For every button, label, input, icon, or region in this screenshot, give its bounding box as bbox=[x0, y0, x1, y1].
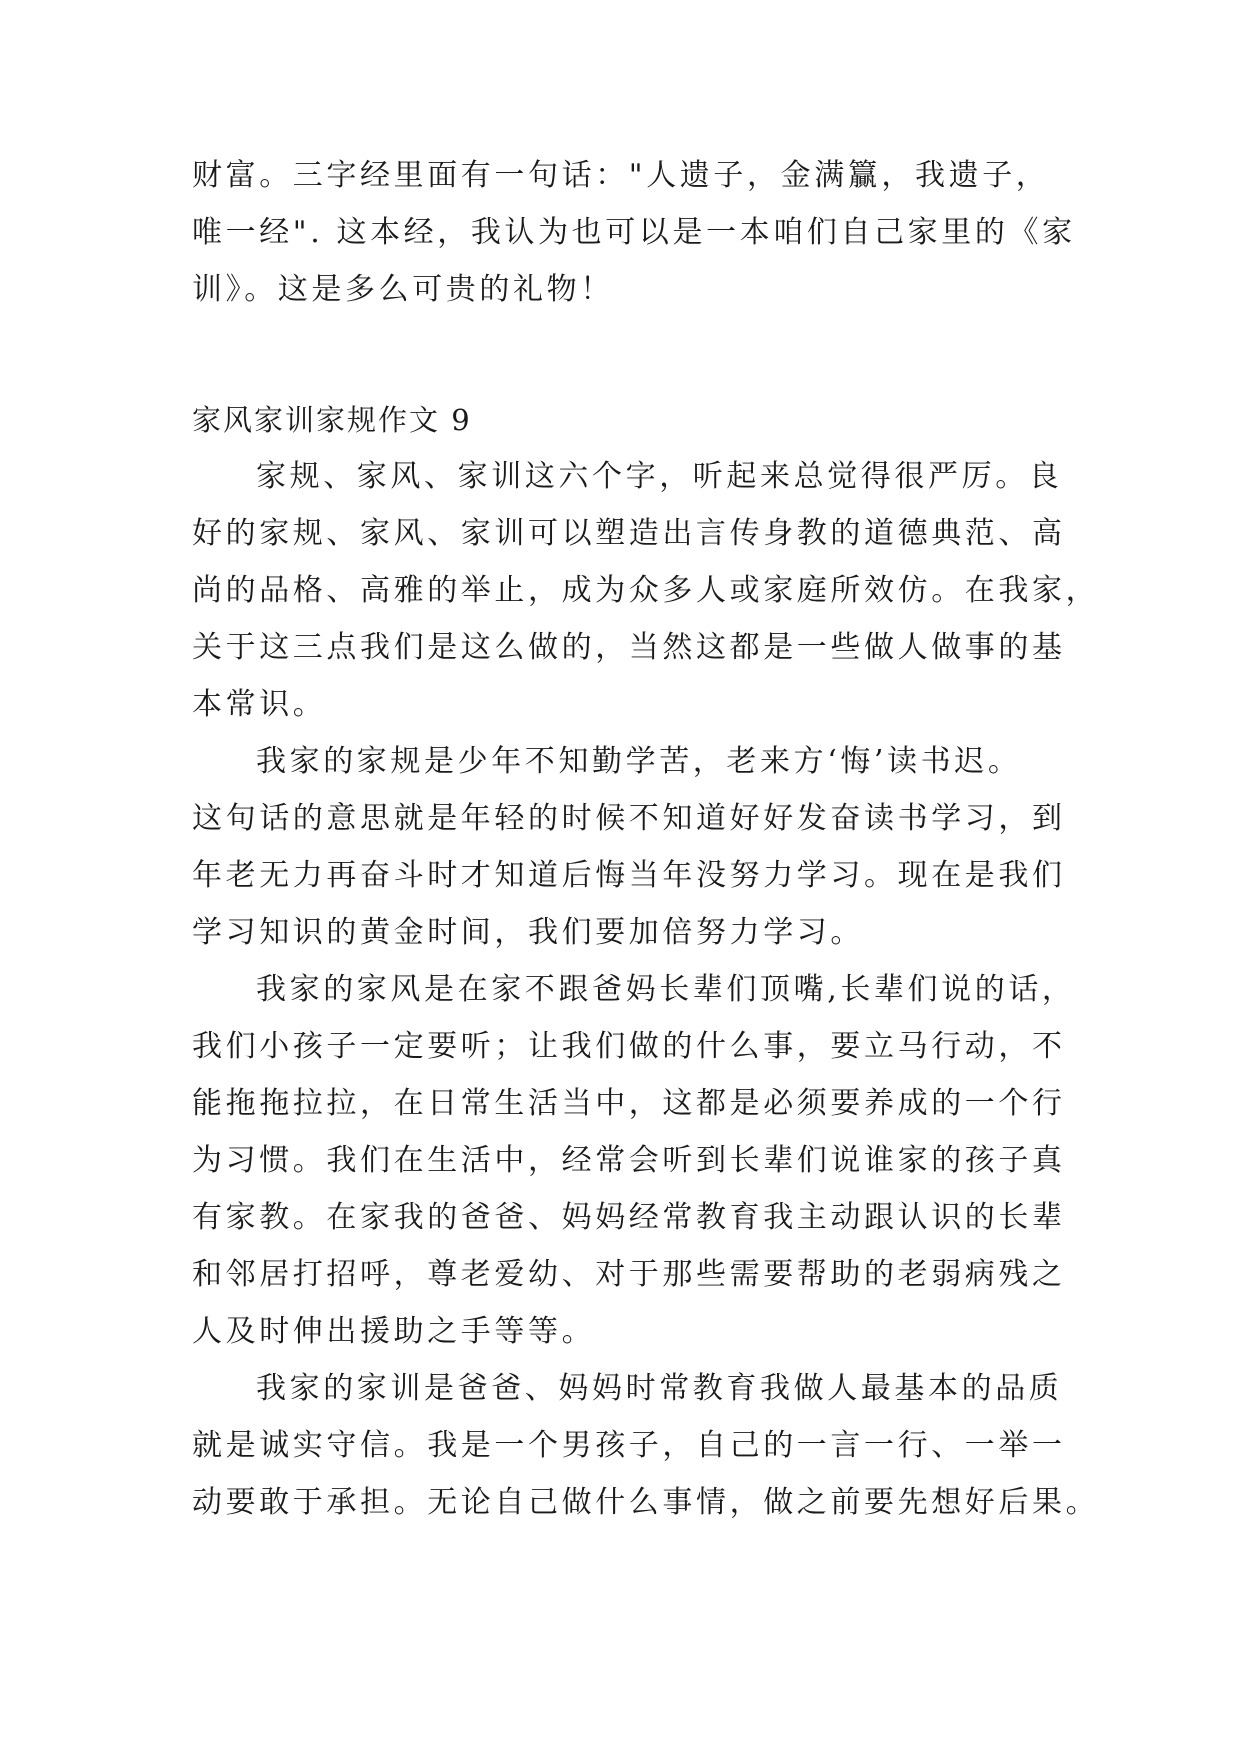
paragraph-4-line-3: 动要敢于承担。无论自己做什么事情，做之前要先想好后果。 bbox=[192, 1485, 1100, 1520]
paragraph-1-line-1: 家规、家风、家训这六个字，听起来总觉得很严厉。良 bbox=[256, 459, 1063, 494]
paragraph-3-line-4: 为习惯。我们在生活中，经常会听到长辈们说谁家的孩子真 bbox=[192, 1143, 1066, 1178]
paragraph-1-line-4: 关于这三点我们是这么做的，当然这都是一些做人做事的基 bbox=[192, 630, 1066, 665]
paragraph-1-line-3: 尚的品格、高雅的举止，成为众多人或家庭所效仿。在我家， bbox=[192, 573, 1100, 608]
paragraph-3-line-2: 我们小孩子一定要听；让我们做的什么事，要立马行动，不 bbox=[192, 1029, 1066, 1064]
intro-line-3: 训》。这是多么可贵的礼物！ bbox=[192, 272, 614, 307]
intro-line-1: 财富。三字经里面有一句话："人遗子，金满籯，我遗子， bbox=[192, 158, 1050, 193]
paragraph-3-line-7: 人及时伸出援助之手等等。 bbox=[192, 1314, 596, 1349]
intro-line-2: 唯一经". 这本经，我认为也可以是一本咱们自己家里的《家 bbox=[192, 215, 1076, 250]
paragraph-4-line-1: 我家的家训是爸爸、妈妈时常教育我做人最基本的品质 bbox=[256, 1371, 1063, 1406]
paragraph-3-line-5: 有家教。在家我的爸爸、妈妈经常教育我主动跟认识的长辈 bbox=[192, 1200, 1066, 1235]
paragraph-3-line-6: 和邻居打招呼，尊老爱幼、对于那些需要帮助的老弱病残之 bbox=[192, 1257, 1066, 1292]
section-title: 家风家训家规作文 9 bbox=[192, 403, 472, 437]
paragraph-1-line-2: 好的家规、家风、家训可以塑造出言传身教的道德典范、高 bbox=[192, 516, 1066, 551]
paragraph-2-line-1: 我家的家规是少年不知勤学苦，老来方‘悔’读书迟。 bbox=[256, 744, 1022, 779]
paragraph-3-line-1: 我家的家风是在家不跟爸妈长辈们顶嘴,长辈们说的话， bbox=[256, 972, 1076, 1007]
paragraph-2-line-2: 这句话的意思就是年轻的时候不知道好好发奋读书学习，到 bbox=[192, 801, 1066, 836]
paragraph-1-line-5: 本常识。 bbox=[192, 687, 327, 722]
paragraph-2-line-4: 学习知识的黄金时间，我们要加倍努力学习。 bbox=[192, 915, 864, 950]
paragraph-3-line-3: 能拖拖拉拉，在日常生活当中，这都是必须要养成的一个行 bbox=[192, 1086, 1066, 1121]
paragraph-2-line-3: 年老无力再奋斗时才知道后悔当年没努力学习。现在是我们 bbox=[192, 858, 1066, 893]
paragraph-4-line-2: 就是诚实守信。我是一个男孩子，自己的一言一行、一举一 bbox=[192, 1428, 1066, 1463]
